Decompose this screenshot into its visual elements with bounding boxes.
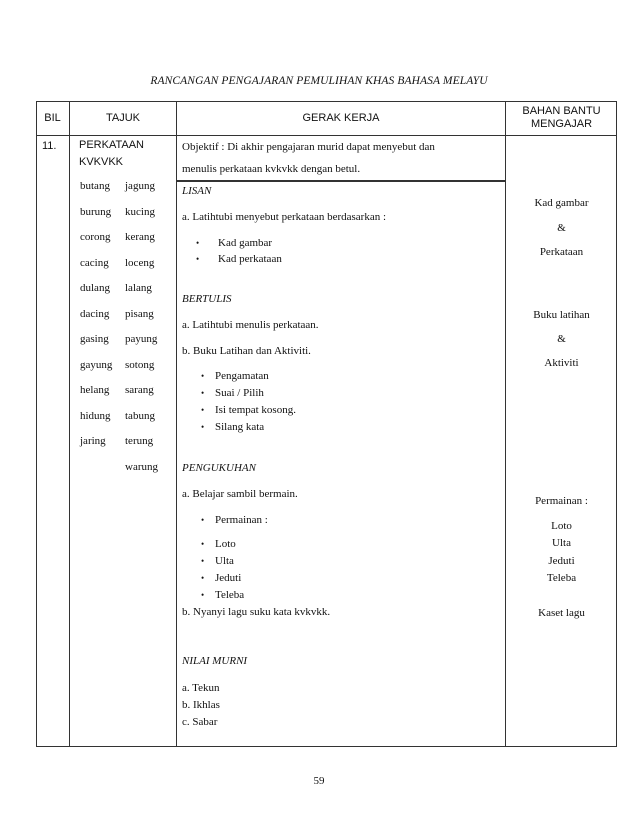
pengukuhan-bullet: • Jeduti [201,572,242,584]
topic-word: pisang [125,307,154,320]
topic-word: hidung [80,409,111,422]
bertulis-bullet: • Isi tempat kosong. [201,404,296,416]
pengukuhan-bullet: • Permainan : [201,514,268,526]
topic-word: sotong [125,358,155,371]
topic-word: terung [125,435,154,447]
material-ulta: Ulta [552,537,571,549]
section-nilai-murni-heading: NILAI MURNI [182,655,248,667]
topic-word: butang [80,180,110,192]
topic-word: helang [80,384,110,396]
material-teleba: Teleba [546,572,577,584]
pengukuhan-bullet: • Teleba [201,589,245,601]
nilai-item: b. Ikhlas [182,699,220,711]
section-pengukuhan-heading: PENGUKUHAN [182,462,256,474]
topic-word: burung [80,205,112,218]
topic-word: cacing [80,256,109,269]
header-gerak-kerja: GERAK KERJA [302,111,380,124]
objective-line1: Objektif : Di akhir pengajaran murid dapat menyebut dan [182,141,435,153]
column-divider [69,101,70,747]
material-kad-gambar: Kad gambar [534,197,589,209]
pengukuhan-bullet: • Loto [201,538,236,550]
bertulis-item-a: a. Latihtubi menulis perkataan. [182,319,319,331]
material-permainan: Permainan : [535,495,588,507]
material-buku-latihan: Buku latihan [533,309,590,321]
topic-word: dacing [80,307,110,320]
material-ampersand: & [557,333,566,345]
nilai-item: c. Sabar [182,716,218,728]
topic-word: payung [125,333,158,345]
topic-word: kucing [125,205,155,218]
lisan-bullet: • Kad gambar [196,237,273,249]
topic-word: loceng [125,256,155,269]
material-jeduti: Jeduti [548,555,575,567]
objective-line2: menulis perkataan kvkvkk dengan betul. [182,163,361,175]
column-divider [176,101,177,747]
bertulis-bullet: • Suai / Pilih [201,387,264,399]
header-bil: BIL [44,111,61,124]
header-bahan-bantu: BAHAN BANTU MENGAJAR [522,105,601,130]
material-kaset-lagu: Kaset lagu [538,607,585,619]
topic-word: jagung [125,180,155,192]
topic-word: tabung [125,409,155,422]
topic-word: warung [125,460,158,473]
pengukuhan-item-b: b. Nyanyi lagu suku kata kvkvkk. [182,606,331,618]
topic-word: gasing [80,333,109,345]
material-ampersand: & [557,222,566,234]
objective-box-rule [177,181,505,182]
section-lisan-heading: LISAN [182,185,212,197]
bertulis-item-b: b. Buku Latihan dan Aktiviti. [182,345,311,357]
topic-line2: KVKVKK [79,156,124,168]
bertulis-bullet: • Silang kata [201,421,265,433]
material-aktiviti: Aktiviti [544,357,579,369]
pengukuhan-bullet: • Ulta [201,555,234,567]
pengukuhan-item-a: a. Belajar sambil bermain. [182,488,298,500]
lisan-bullet: • Kad perkataan [196,253,282,265]
page-title: RANCANGAN PENGAJARAN PEMULIHAN KHAS BAHASA MELAYU [150,75,488,87]
section-bertulis-heading: BERTULIS [182,293,232,305]
material-perkataan: Perkataan [539,246,584,258]
topic-word: jaring [80,435,106,447]
topic-word: sarang [125,384,154,396]
bertulis-bullet: • Pengamatan [201,370,269,382]
topic-word: corong [80,231,111,243]
material-loto: Loto [551,520,572,532]
lisan-item-a: a. Latihtubi menyebut perkataan berdasarkan : [182,211,387,223]
nilai-item: a. Tekun [182,682,220,694]
row-number: 11. [42,140,57,152]
topic-word: dulang [80,282,110,294]
page-number: 59 [313,775,325,787]
topic-word: gayung [80,358,113,371]
header-tajuk: TAJUK [105,111,141,124]
topic-line1: PERKATAAN [79,139,144,151]
topic-word: lalang [125,282,152,294]
topic-word: kerang [125,231,155,243]
